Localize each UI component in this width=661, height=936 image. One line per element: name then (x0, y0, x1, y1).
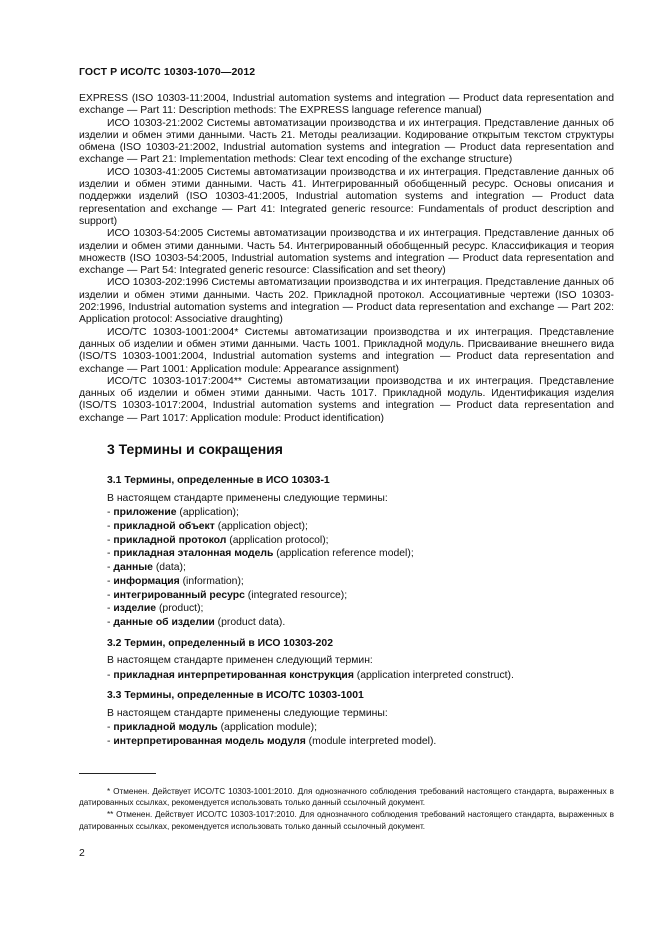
term-name: интегрированный ресурс (113, 589, 245, 601)
term-bullet: - (107, 617, 114, 629)
document-header: ГОСТ Р ИСО/ТС 10303-1070—2012 (79, 66, 256, 78)
term-english: (data); (152, 562, 186, 574)
term-english: (application protocol); (226, 534, 329, 546)
term-name: информация (113, 575, 180, 587)
subsection-heading: 3.2 Термин, определенный в ИСО 10303-202 (107, 638, 333, 650)
term-name: прикладная интерпретированная конструкция (113, 669, 354, 681)
term-bullet: - (107, 548, 114, 560)
reference-entry: EXPRESS (ISO 10303-11:2004, Industrial automation systems and integration — Product data representation and exchange — Part 11: Description methods: The EXPRESS language reference manual) (79, 93, 614, 117)
footnote: * Отменен. Действует ИСО/ТС 10303-1001:2010. Для однозначного соблюдения требований настоящего стандарта, выраженных в датированных ссылках, рекомендуется использовать только данный ссылочный документ. (79, 787, 614, 808)
reference-entry: ИСО 10303-54:2005 Системы автоматизации производства и их интеграция. Представление данных об изделии и обмен этими данными. Часть 54. Интегрированный обобщенный ресурс. Классификация и теория множеств (ISO 10303-54:2005, Industrial automation systems and integration — Product data representation and exchange — Part 54: Integrated generic resource: Classification and set theory) (79, 228, 614, 277)
term-bullet: - (107, 669, 114, 681)
term-bullet: - (107, 506, 114, 518)
term-name: прикладной объект (113, 520, 215, 532)
footnotes (79, 786, 614, 833)
term-name: данные (113, 562, 153, 574)
term-item (107, 507, 614, 519)
term-item (107, 562, 614, 574)
subsection-intro: В настоящем стандарте применены следующие термины: (107, 707, 388, 719)
term-bullet: - (107, 534, 114, 546)
term-name: прикладной модуль (113, 722, 218, 734)
term-english: (application object); (214, 520, 308, 532)
term-item (107, 603, 614, 615)
document-body (79, 93, 614, 750)
reference-entry: ИСО 10303-202:1996 Системы автоматизации производства и их интеграция. Представление данных об изделии и обмен этими данными. Часть 202. Прикладной протокол. Ассоциативные чертежи (ISO 10303-202:1996, Industrial automation systems and integration — Product data representation and exchange — Part 202: Application protocol: Associative draughting) (79, 277, 614, 326)
reference-entry: ИСО 10303-21:2002 Системы автоматизации производства и их интеграция. Представление данных об изделии и обмен этими данными. Часть 21. Методы реализации. Кодирование открытым текстом структуры обмена (ISO 10303-21:2002, Industrial automation systems and integration — Product data representation and exchange — Part 21: Implementation methods: Clear text encoding of the exchange structure) (79, 117, 614, 166)
term-name: интерпретированная модель модуля (113, 735, 306, 747)
term-item (107, 548, 614, 560)
term-english: (application); (176, 506, 239, 518)
term-english: (application interpreted construct). (353, 669, 514, 681)
term-bullet: - (107, 603, 114, 615)
footnote-separator (79, 773, 156, 774)
term-name: приложение (113, 506, 177, 518)
reference-entry: ИСО 10303-41:2005 Системы автоматизации производства и их интеграция. Представление данных об изделии и обмен этими данными. Часть 41. Интегрированный обобщенный ресурс. Основы описания и поддержки изделий (ISO 10303-41:2005, Industrial automation systems and integration — Product data representation and exchange — Part 41: Integrated generic resource: Fundamentals of product description and support) (79, 166, 614, 227)
term-name: прикладная эталонная модель (113, 548, 274, 560)
term-bullet: - (107, 589, 114, 601)
term-name: изделие (113, 603, 157, 615)
term-name: данные об изделии (113, 617, 215, 629)
reference-entry: ИСО/ТС 10303-1017:2004** Системы автоматизации производства и их интеграция. Представление данных об изделии и обмен этими данными. Часть 1017. Прикладной модуль. Идентификация изделия (ISO/TS 10303-1017:2004, Industrial automation systems and integration — Product data representation and exchange — Part 1017: Application module: Product identification) (79, 375, 614, 424)
page-number: 2 (79, 848, 85, 859)
term-english: (information); (179, 575, 244, 587)
term-item (107, 521, 614, 533)
term-bullet: - (107, 520, 114, 532)
term-english: (product); (156, 603, 204, 615)
term-bullet: - (107, 735, 114, 747)
subsection-intro: В настоящем стандарте применены следующие термины: (107, 492, 388, 504)
term-name: прикладной протокол (113, 534, 227, 546)
footnote: ** Отменен. Действует ИСО/ТС 10303-1017:2010. Для однозначного соблюдения требований настоящего стандарта, выраженных в датированных ссылках, рекомендуется использовать только данный ссылочный документ. (79, 810, 614, 831)
term-bullet: - (107, 575, 114, 587)
term-bullet: - (107, 562, 114, 574)
subsection-intro: В настоящем стандарте применен следующий термин: (107, 655, 373, 667)
term-item (107, 590, 614, 602)
term-item (107, 736, 614, 748)
term-english: (product data). (214, 617, 286, 629)
term-item (107, 670, 614, 682)
reference-entry: ИСО/ТС 10303-1001:2004* Системы автоматизации производства и их интеграция. Представление данных об изделии и обмен этими данными. Часть 1001. Прикладной модуль. Присваивание внешнего вида (ISO/TS 10303-1001:2004, Industrial automation systems and integration — Product data representation and exchange — Part 1001: Application module: Appearance assignment) (79, 326, 614, 375)
subsection-heading: 3.1 Термины, определенные в ИСО 10303-1 (107, 475, 330, 487)
section-heading: 3 Термины и сокращения (107, 441, 283, 458)
term-item (107, 576, 614, 588)
term-item (107, 722, 614, 734)
term-item (107, 617, 614, 629)
term-english: (application reference model); (273, 548, 414, 560)
term-english: (application module); (217, 722, 318, 734)
term-bullet: - (107, 722, 114, 734)
term-english: (integrated resource); (244, 589, 348, 601)
subsection-heading: 3.3 Термины, определенные в ИСО/ТС 10303-1001 (107, 690, 364, 702)
term-item (107, 535, 614, 547)
term-english: (module interpreted model). (305, 735, 437, 747)
